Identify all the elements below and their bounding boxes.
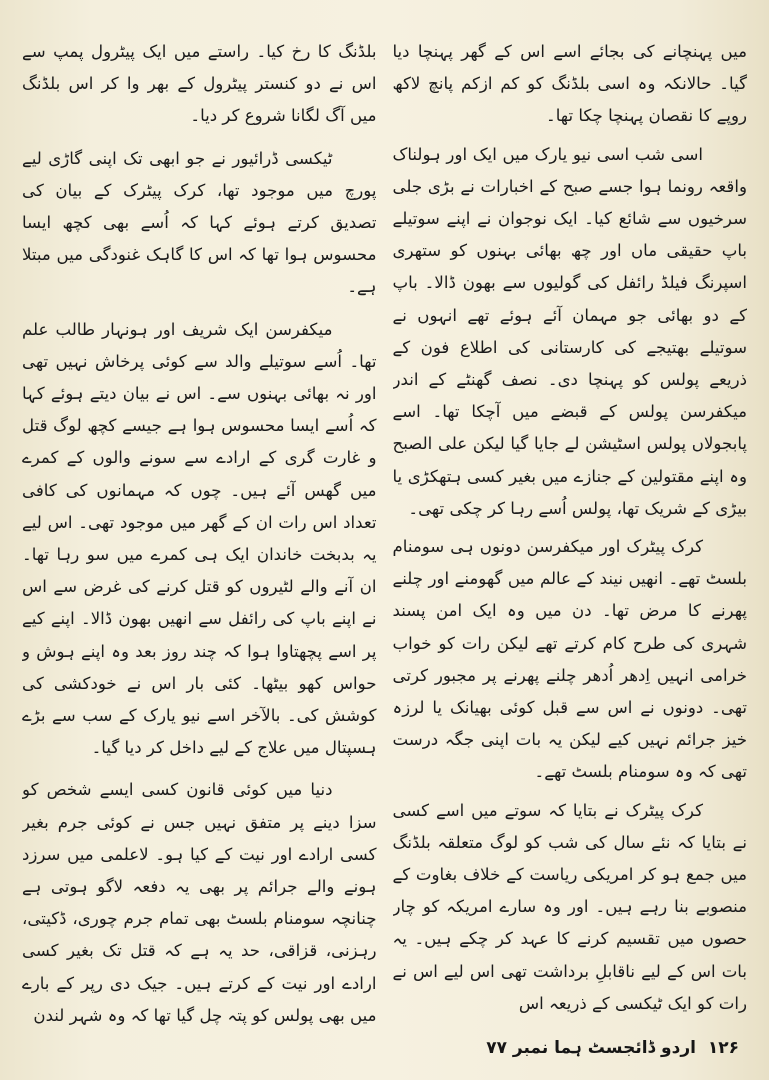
paragraph: کرک پیٹرک اور میکفرسن دونوں ہی سومنام بلسٹ تھے۔ انھیں نیند کے عالم میں گھومنے اور چلنے پھرنے کا مرض تھا۔ دن میں وہ ایک امن پسند شہری کی طرح کام کرتے تھے لیکن رات کو خواب خرامی انہیں اِدھر اُدھر چلنے پھرنے پر مجبور کرتی تھی۔ دونوں نے اس سے قبل کوئی بھیانک یا لرزہ خیز جرائم نہیں کیے لیکن یہ بات اپنی جگہ درست تھی کہ وہ سومنام بلسٹ تھے۔ [392, 537, 747, 782]
paragraph: بلڈنگ کا رخ کیا۔ راستے میں ایک پیٹرول پمپ سے اس نے دو کنستر پیٹرول کے بھر وا کر اس بلڈنگ میں آگ لگانا شروع کر دیا۔ [22, 42, 377, 126]
paragraph: ٹیکسی ڈرائیور نے جو ابھی تک اپنی گاڑی لیے پورچ میں موجود تھا، کرک پیٹرک کے بیان کی تصدیق کرتے ہوئے کہا کہ اُسے بھی کچھ ایسا محسوس ہوا تھا کہ اس کا گاہک غنودگی میں مبتلا ہے۔ [22, 148, 377, 297]
page-footer [486, 1037, 739, 1058]
right-column [393, 36, 748, 1056]
page-number: ۱۲۶ [707, 1038, 739, 1058]
paragraph: میکفرسن ایک شریف اور ہونہار طالب علم تھا۔ اُسے سوتیلے والد سے کوئی پرخاش نہیں تھی اور نہ بھائی بہنوں سے۔ اس نے بیان دیتے ہوئے کہا کہ اُسے ایسا محسوس ہوا ہے جیسے کچھ لوگ قتل و غارت گری کے ارادے سے سونے والوں کے کمرے میں گھس آئے ہیں۔ چوں کہ مہمانوں کی کافی تعداد اس رات ان کے گھر میں موجود تھی۔ اس لیے یہ بدبخت خاندان ایک ہی کمرے میں سو رہا تھا۔ ان آنے والے لٹیروں کو قتل کرنے کی غرض سے اس نے اپنے باپ کی رائفل سے انھیں بھون ڈالا۔ اپنے کیے پر اسے پچھتاوا ہوا کہ چند روز بعد وہ اپنے ہوش و حواس کھو بیٹھا۔ کئی بار اس نے خودکشی کی کوشش کی۔ بالآخر اسے نیو یارک کے سب سے بڑے ہسپتال میں علاج کے لیے داخل کر دیا گیا۔ [22, 319, 377, 758]
paragraph: دنیا میں کوئی قانون کسی ایسے شخص کو سزا دینے پر متفق نہیں جس نے کوئی جرم بغیر کسی ارادے اور نیت کے کیا ہو۔ لاعلمی میں سرزد ہونے والے جرائم پر بھی یہ دفعہ لاگو ہوتی ہے چنانچہ سومنام بلسٹ بھی تمام جرم چوری، ڈکیتی، رہزنی، قزاقی، حد یہ ہے کہ قتل تک بغیر کسی ارادے اور نیت کے کرتے ہیں۔ جیک دی رپر کے بارے میں بھی پولس کو پتہ چل گیا تھا کہ وہ شہر لندن [22, 780, 377, 1025]
magazine-name: اردو ڈائجسٹ ہما نمبر ۷۷ [486, 1038, 696, 1058]
text-columns [22, 36, 747, 1056]
paragraph: میں پہنچانے کی بجائے اسے اس کے گھر پہنچا دیا گیا۔ حالانکہ وہ اسی بلڈنگ کو کم ازکم پانچ لاکھ روپے کا نقصان پہنچا چکا تھا۔ [392, 42, 747, 126]
paragraph: کرک پیٹرک نے بتایا کہ سوتے میں اسے کسی نے بتایا کہ نئے سال کی شب کو لوگ متعلقہ بلڈنگ میں جمع ہو کر امریکی ریاست کے خلاف بغاوت کے منصوبے بنا رہے ہیں۔ اور وہ سارے امریکہ کو چار حصوں میں تقسیم کرنے کا عہد کر چکے ہیں۔ یہ بات اس کے لیے ناقابلِ برداشت تھی اس لیے اس نے رات کو ایک ٹیکسی کے ذریعہ اس [392, 800, 747, 1013]
paragraph: اسی شب اسی نیو یارک میں ایک اور ہولناک واقعہ رونما ہوا جسے صبح کے اخبارات نے بڑی جلی سرخیوں سے شائع کیا۔ ایک نوجوان نے اپنے سوتیلے باپ حقیقی ماں اور چھ بھائی بہنوں کو ستھری اسپرنگ فیلڈ رائفل کی گولیوں سے بھون ڈالا۔ باپ کے دو بھائی جو مہمان آئے ہوئے تھے انہوں نے سوتیلے بھتیجے کی کارستانی کی اطلاع فون کے ذریعے پولس کو پہنچا دی۔ نصف گھنٹے کے اندر میکفرسن پولس کے قبضے میں آچکا تھا۔ اسے پابجولاں پولس اسٹیشن لے جایا گیا لیکن علی الصبح وہ اپنے مقتولین کے جنازے میں بغیر کسی ہتھکڑی یا بیڑی کے شریک تھا، پولس اُسے رہا کر چکی تھی۔ [392, 144, 747, 518]
left-column [22, 36, 377, 1056]
